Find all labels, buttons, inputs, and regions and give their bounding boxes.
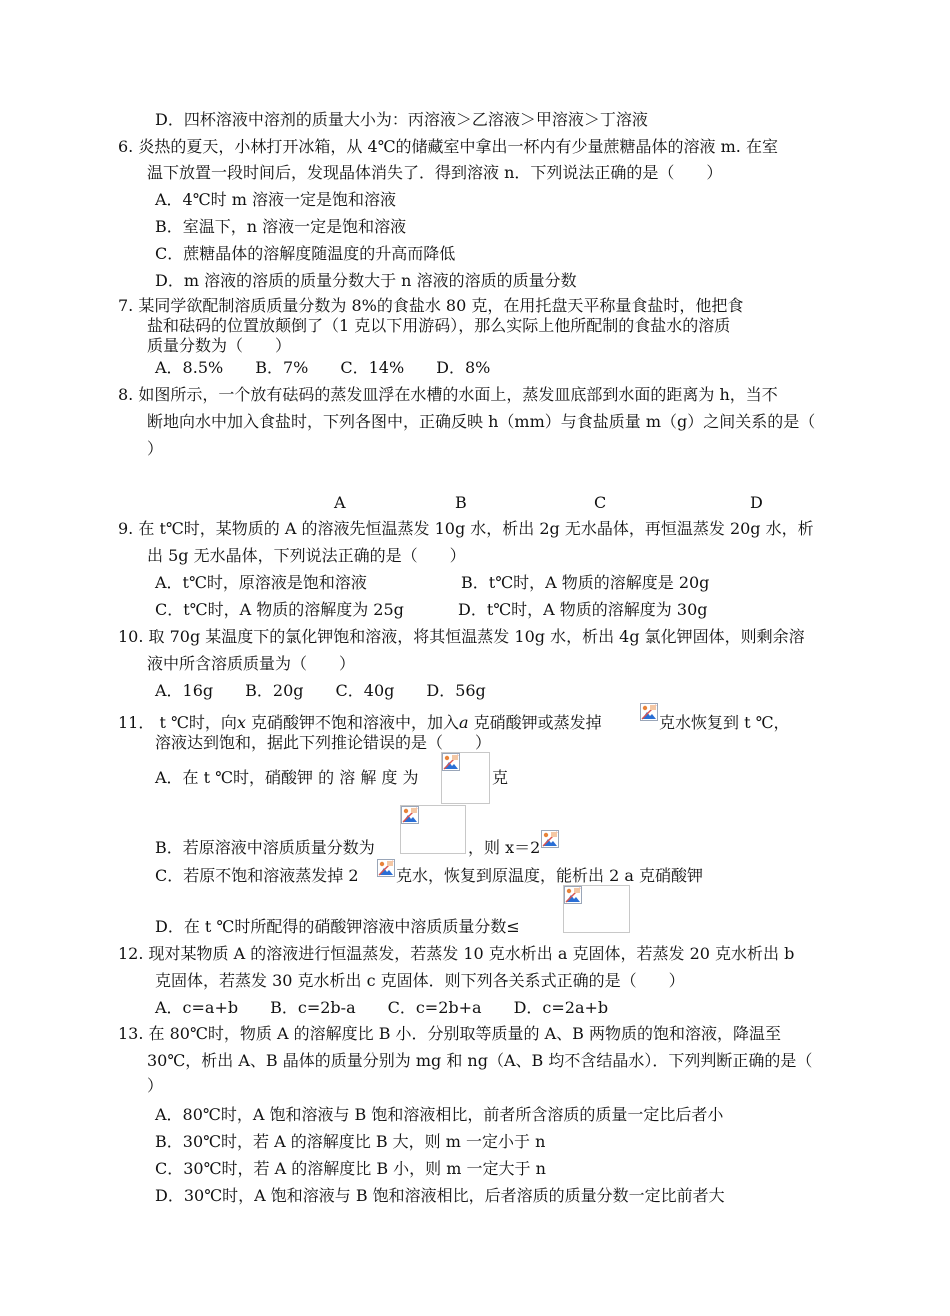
q6-stem-cont: 温下放置一段时间后，发现晶体消失了．得到溶液 n．下列说法正确的是（ ） (147, 163, 723, 182)
q8-stem-cont1: 断地向水中加入食盐时，下列各图中，正确反映 h（mm）与食盐质量 m（g）之间关系的是（ (147, 412, 816, 431)
q13-stem-cont1: 30℃，析出 A、B 晶体的质量分别为 mg 和 ng（A、B 均不含结晶水）．下列判断正确的是（ (147, 1051, 813, 1070)
broken-image-icon (640, 703, 658, 721)
q8-figure-label-d: D (750, 493, 763, 512)
q8-figure-label-c: C (594, 493, 607, 512)
q13-option-b: B．30℃时，若 A 的溶解度比 B 大，则 m 一定小于 n (155, 1132, 546, 1151)
q10-stem: 10. 取 70g 某温度下的氯化钾饱和溶液，将其恒温蒸发 10g 水，析出 4g 氯化钾固体，则剩余溶 (118, 627, 805, 646)
q10-options: A．16g B．20g C．40g D．56g (155, 681, 486, 700)
q8-stem: 8. 如图所示，一个放有砝码的蒸发皿浮在水槽的水面上，蒸发皿底部到水面的距离为 h，当不 (118, 385, 778, 404)
q13-stem-cont2: ） (147, 1076, 164, 1095)
q9-stem-cont: 出 5g 无水晶体，下列说法正确的是（ ） (147, 546, 466, 565)
q11-stem-part1: 11． t ℃时，向 (118, 713, 237, 732)
q11-var-a: a (459, 713, 469, 732)
q11-option-c: C．若原不饱和溶液蒸发掉 2 (155, 866, 359, 885)
q9-option-b: B．t℃时，A 物质的溶解度是 20g (461, 573, 710, 592)
q6-option-a: A．4℃时 m 溶液一定是饱和溶液 (155, 190, 396, 209)
q8-figure-label-a: A (334, 493, 346, 512)
q11-stem-part4: 克水恢复到 t ℃， (659, 713, 790, 732)
q9-option-c: C．t℃时，A 物质的溶解度为 25g (155, 600, 404, 619)
q6-option-c: C．蔗糖晶体的溶解度随温度的升高而降低 (155, 244, 456, 263)
q11-option-b-tail: ，则 x＝2 (468, 838, 541, 857)
q11-option-a-unit: 克 (492, 768, 509, 787)
q7-stem-cont2: 质量分数为（ ） (147, 336, 292, 355)
q12-options: A．c=a+b B．c=2b-a C．c=2b+a D．c=2a+b (155, 998, 609, 1017)
q7-options: A．8.5% B．7% C．14% D．8% (155, 358, 491, 377)
q9-stem: 9. 在 t℃时，某物质的 A 的溶液先恒温蒸发 10g 水，析出 2g 无水晶体，再恒温蒸发 20g 水，析 (118, 519, 814, 538)
q13-stem: 13. 在 80℃时，物质 A 的溶解度比 B 小．分别取等质量的 A、B 两物质的饱和溶液，降温至 (118, 1024, 782, 1043)
q7-stem: 7. 某同学欲配制溶质质量分数为 8%的食盐水 80 克，在用托盘天平称量食盐时，他把食 (118, 296, 744, 315)
q6-stem: 6. 炎热的夏天，小林打开冰箱，从 4℃的储藏室中拿出一杯内有少量蔗糖晶体的溶液 m. 在室 (118, 137, 778, 156)
q11-option-c-tail: 克水，恢复到原温度，能析出 2 a 克硝酸钾 (396, 866, 703, 885)
broken-image-icon (541, 830, 559, 848)
q10-stem-cont: 液中所含溶质质量为（ ） (147, 654, 356, 673)
q8-stem-cont2: ） (147, 439, 164, 458)
q13-option-c: C．30℃时，若 A 的溶解度比 B 小，则 m 一定大于 n (155, 1159, 546, 1178)
broken-image-icon (401, 806, 419, 824)
q8-figure-label-b: B (455, 493, 467, 512)
q11-option-d: D．在 t ℃时所配得的硝酸钾溶液中溶质质量分数≤ (155, 917, 520, 936)
q11-stem-cont: 溶液达到饱和，据此下列推论错误的是（ ） (155, 733, 492, 752)
q11-option-a: A．在 t ℃时，硝酸钾 的 溶 解 度 为 (155, 768, 419, 787)
q11-stem (118, 713, 602, 733)
q6-option-d: D．m 溶液的溶质的质量分数大于 n 溶液的溶质的质量分数 (155, 271, 577, 290)
q12-stem: 12. 现对某物质 A 的溶液进行恒温蒸发，若蒸发 10 克水析出 a 克固体，若蒸发 20 克水析出 b (118, 944, 795, 963)
q11-option-b: B．若原溶液中溶质质量分数为 (155, 838, 375, 857)
q11-stem-part2: 克硝酸钾不饱和溶液中，加入 (245, 713, 459, 732)
q12-stem-cont: 克固体，若蒸发 30 克水析出 c 克固体．则下列各关系式正确的是（ ） (155, 971, 685, 990)
q9-option-d: D．t℃时，A 物质的溶解度为 30g (458, 600, 708, 619)
q6-option-b: B．室温下，n 溶液一定是饱和溶液 (155, 217, 407, 236)
q11-var-x: x (236, 713, 246, 732)
broken-image-icon (564, 886, 582, 904)
q9-option-a: A．t℃时，原溶液是饱和溶液 (155, 573, 367, 592)
q11-stem-part3: 克硝酸钾或蒸发掉 (468, 713, 602, 732)
q13-option-a: A．80℃时，A 饱和溶液与 B 饱和溶液相比，前者所含溶质的质量一定比后者小 (155, 1105, 724, 1124)
q7-stem-cont1: 盐和砝码的位置放颠倒了（1 克以下用游码），那么实际上他所配制的食盐水的溶质 (147, 316, 731, 335)
broken-image-icon (442, 753, 460, 771)
q13-option-d: D．30℃时，A 饱和溶液与 B 饱和溶液相比，后者溶质的质量分数一定比前者大 (155, 1186, 725, 1205)
broken-image-icon (377, 859, 395, 877)
q5-option-d: D．四杯溶液中溶剂的质量大小为：丙溶液＞乙溶液＞甲溶液＞丁溶液 (155, 110, 648, 129)
